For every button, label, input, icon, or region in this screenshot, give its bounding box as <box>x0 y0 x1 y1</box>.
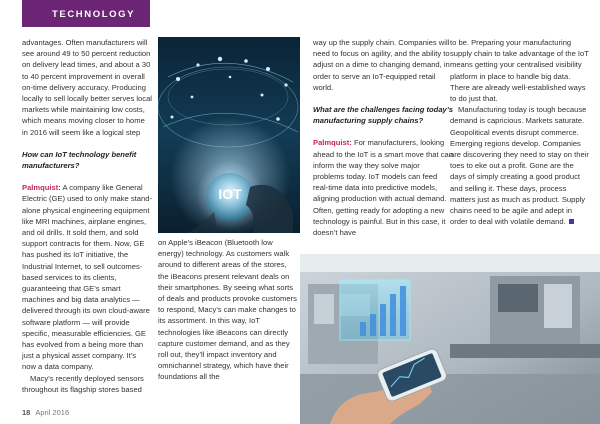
speaker-name: Palmquist: <box>313 138 352 148</box>
factory-smartphone-image <box>300 254 600 424</box>
column-3 <box>313 37 453 238</box>
question-heading: How can IoT technology benefit manufacturers? <box>22 149 137 171</box>
issue-date: April 2016 <box>35 408 70 417</box>
page-footer <box>22 408 69 417</box>
paragraph: advantages. Often manufacturers will see around 49 to 50 percent reduction on delivery lead times, and about a 30 to 40 percent improvement in overall on-time delivery accuracy. Producing locally to sell locally better serves local markets while maintaining low costs, which means moving closer to home in 2016 will seem like a logical step <box>22 38 152 137</box>
question-heading: What are the challenges facing today’s manufacturing supply chains? <box>313 105 453 126</box>
iot-globe-image <box>158 37 300 233</box>
end-mark-icon <box>569 219 574 224</box>
column-4 <box>450 37 590 227</box>
paragraph: Macy’s recently deployed sensors throughout its flagship stores based <box>22 373 144 394</box>
paragraph: Manufacturing today is tough because demand is capricious. Markets saturate. Geopolitical events disrupt commerce. Emerging regions develop. Companies are discovering they need to stay on their toes to eke out a profit. Gone are the days of simply creating a good product and selling it. These days, process matters just as much as product. Supply chains need to be agile and adept in order to deal with volatile demand. <box>450 105 589 227</box>
answer-paragraph: Palmquist: A company like General Electric (GE) used to only make stand-alone physical engineering equipment like MRI machines, airplane engines, and oil drills. It sold them, and sold support contracts for them. Now, GE has pushed its IoT initiative, the Industrial Internet, to sell outcomes-based services to its clients, guaranteeing that GE’s smart machines and big data analytics — delivered through its own cloud-aware software platform — will provide specific, measurable efficiencies. GE has evolved from a being more than just a physical asset company. It’s now a data company. <box>22 183 152 372</box>
paragraph: on Apple’s iBeacon (Bluetooth low energy) technology. As customers walk around to different areas of the stores, the iBeacons present relevant deals on their smartphones. By seeing what sorts of deals and products provoke customers to respond, Macy’s can make changes to its assortment. In this way, IoT technologies like iBeacons can directly capture customer demand, and as they roll out, they’ll impact inventory and omnichannel strategy, which have their foundations all the <box>158 238 297 382</box>
factory-illustration <box>300 254 600 424</box>
paragraph: to be. Preparing your manufacturing supply chain to take advantage of the IoT means getting your centralised visibility platform in place to handle big data. There are already well-established ways to do just that. <box>450 38 589 104</box>
column-2 <box>158 237 298 383</box>
column-1 <box>22 37 152 395</box>
answer-paragraph: Palmquist: For manufacturers, looking ahead to the IoT is a smart move that can inform the way they solve major problems today. IoT models can feed real-time data into predictive models, aligning production with actual demand. Often, getting ready for adopting a new technology is painful. But in this case, it doesn’t have <box>313 138 453 238</box>
speaker-name: Palmquist: <box>22 183 61 193</box>
section-label: TECHNOLOGY <box>52 9 136 20</box>
iot-globe-illustration <box>158 37 300 233</box>
paragraph: way up the supply chain. Companies will need to focus on agility, and the ability to adjust on a dime to changing demand, in order to serve an IoT-equipped retail world. <box>313 38 450 92</box>
section-banner <box>22 0 150 27</box>
page-number: 18 <box>22 408 31 417</box>
iot-label: IOT <box>218 186 242 202</box>
